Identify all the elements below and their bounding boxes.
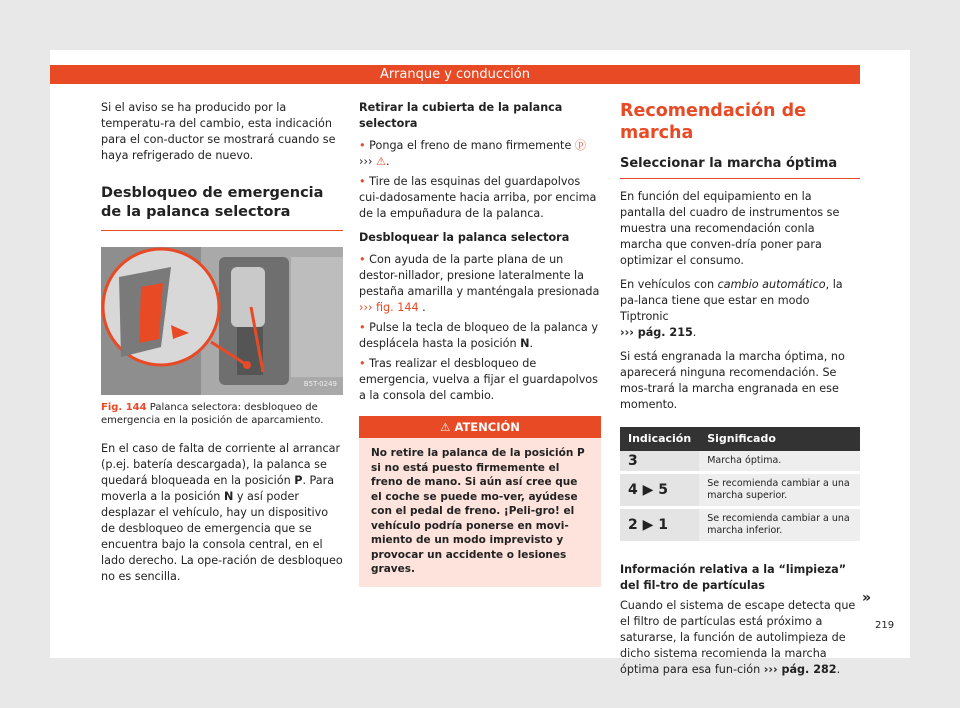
- chapter-header: Arranque y conducción: [50, 65, 860, 84]
- figure-selector-lever: [101, 247, 343, 395]
- column-3: [620, 100, 860, 686]
- page-ref-link[interactable]: ››› pág. 282: [763, 663, 837, 676]
- particle-filter-paragraph: Cuando el sistema de escape detecta que el filtro de partículas está próximo a saturarse, la función de autolimpieza de dicho sistema recomienda la marcha óptima para esa fun-ción ››› pág. 282.: [620, 599, 856, 676]
- gear-indicator: 3: [620, 451, 699, 473]
- table-header-meaning: Significado: [699, 427, 860, 451]
- heading-remove-cover: Retirar la cubierta de la palanca selectora: [359, 101, 563, 130]
- continue-marker: »: [862, 590, 872, 606]
- figure-ref-link[interactable]: ››› fig. 144: [359, 301, 419, 314]
- warning-box: [359, 416, 601, 587]
- step-press-lock-key: • Pulse la tecla de bloqueo de la palanca y desplácela hasta la posición N.: [359, 321, 598, 350]
- bullet-icon: •: [359, 139, 370, 152]
- page-number: 219: [875, 620, 895, 631]
- heading-particle-filter: Información relativa a la “limpieza” del fil-tro de partículas: [620, 563, 847, 592]
- warning-triangle-icon: ⚠: [375, 155, 387, 168]
- step-parking-brake: • Ponga el freno de mano firmemente ⓟ ››› ⚠.: [359, 139, 587, 168]
- warning-triangle-icon: ⚠: [440, 420, 455, 434]
- step-pull-boot: • Tire de las esquinas del guardapolvos cui-dadosamente hacia arriba, por encima de la empuñadura de la palanca.: [359, 175, 597, 220]
- gear-paragraph-2: En vehículos con cambio automático, la pa-lanca tiene que estar en modo Tiptronic ››› pág. 215.: [620, 278, 843, 339]
- step-screwdriver: • Con ayuda de la parte plana de un destor-nillador, presione lateralmente la pestaña amarilla y manténgala presionada ››› fig. 144 .: [359, 253, 600, 314]
- page-ref-link[interactable]: ››› pág. 215: [620, 326, 693, 339]
- bullet-icon: •: [359, 357, 370, 370]
- table-row: [620, 508, 860, 543]
- table-row: [620, 473, 860, 508]
- bullet-icon: •: [359, 253, 370, 266]
- gear-meaning: Se recomienda cambiar a una marcha inferior.: [699, 508, 860, 543]
- heading-unlock-lever: Desbloquear la palanca selectora: [359, 231, 570, 244]
- table-row: [620, 451, 860, 473]
- selector-lever-illustration: [101, 247, 343, 395]
- figure-caption: [101, 401, 343, 427]
- gear-meaning: Marcha óptima.: [699, 451, 860, 473]
- section-title-gear-recommendation: Recomendación de marcha: [620, 101, 806, 143]
- figure-label: Fig. 144: [101, 402, 147, 413]
- column-2: [359, 100, 601, 587]
- warning-text: No retire la palanca de la posición P si no está puesto firmemente el freno de mano. Si aún así cree que el coche se puede mo-ver, ayúdese con el pedal de freno. ¡Peli-gro! el vehículo podría ponerse en movi-miento de un modo imprevisto y provocar un accidente o lesiones graves.: [371, 447, 585, 575]
- gear-paragraph-3: Si está engranada la marcha óptima, no aparecerá ninguna recomendación. Se mos-trará la marcha engranada en ese momento.: [620, 350, 845, 411]
- figure-caption-text: Palanca selectora: desbloqueo de emergencia en la posición de aparcamiento.: [101, 402, 324, 426]
- table-header-indication: Indicación: [620, 427, 699, 451]
- figure-code: B5T-0249: [303, 380, 337, 388]
- gear-indicator: 2 ▶ 1: [620, 508, 699, 543]
- bullet-icon: •: [359, 321, 370, 334]
- subsection-title-optimal-gear: Seleccionar la marcha óptima: [620, 156, 860, 179]
- gear-paragraph-1: En función del equipamiento en la pantalla del cuadro de instrumentos se muestra una recomendación conla marcha que conven-dría poner para optimizar el consumo.: [620, 190, 840, 267]
- step-refit-boot: • Tras realizar el desbloqueo de emergencia, vuelva a fijar el guardapolvos a la consola del cambio.: [359, 357, 598, 402]
- emergency-body: En el caso de falta de corriente al arrancar (p.ej. batería descargada), la palanca se quedará bloqueada en la posición P. Para moverla a la posición N y así poder desplazar el vehículo, hay un dispositivo de desbloqueo de emergencia que se encuentra bajo la consola central, en el lado derecho. La ope-ración de desbloqueo no es sencilla.: [101, 442, 343, 583]
- gear-indicator: 4 ▶ 5: [620, 473, 699, 508]
- warning-header: ⚠ ATENCIÓN: [359, 416, 601, 438]
- bullet-icon: •: [359, 175, 370, 188]
- column-1: [101, 100, 343, 593]
- gear-indication-table: [620, 427, 860, 544]
- intro-paragraph: Si el aviso se ha producido por la temperatu-ra del cambio, esta indicación para el con-ductor se mostrará cuando se haya refrigerado de nuevo.: [101, 101, 336, 162]
- parking-brake-icon: ⓟ: [574, 139, 587, 152]
- gear-meaning: Se recomienda cambiar a una marcha superior.: [699, 473, 860, 508]
- section-heading-emergency-unlock: Desbloqueo de emergencia de la palanca selectora: [101, 184, 343, 231]
